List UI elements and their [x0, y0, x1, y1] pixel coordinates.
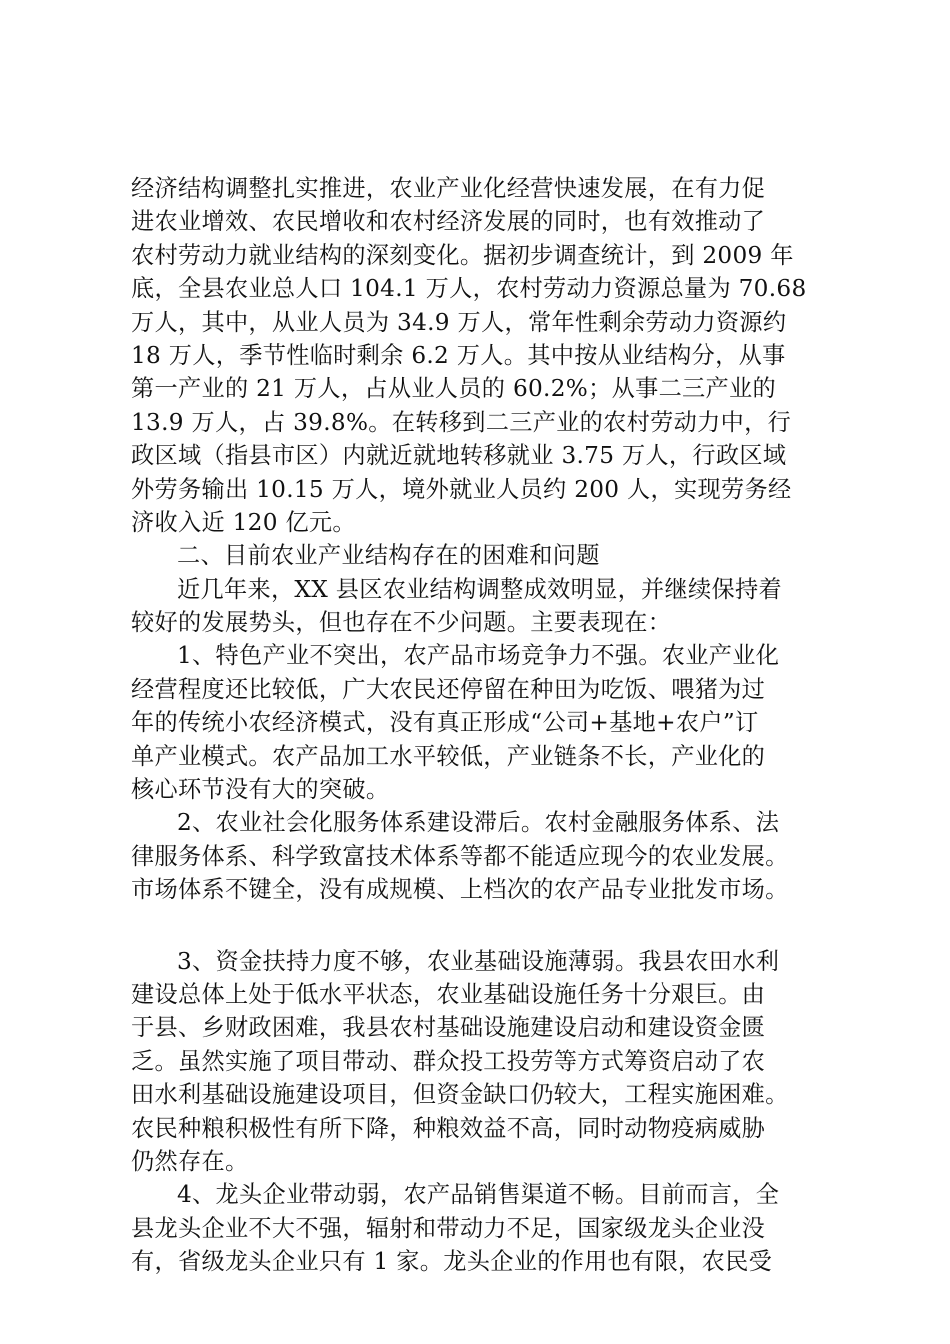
text-line: 3、资金扶持力度不够，农业基础设施薄弱。我县农田水利: [177, 947, 780, 975]
text-line: 外劳务输出 10.15 万人，境外就业人员约 200 人，实现劳务经: [131, 475, 792, 503]
text-line: 经济结构调整扎实推进，农业产业化经营快速发展，在有力促: [131, 175, 766, 202]
document-page: [131, 172, 851, 1279]
text-line: 进农业增效、农民增收和农村经济发展的同时，也有效推动了: [131, 208, 766, 236]
text-line: 近几年来，XX 县区农业结构调整成效明显，并继续保持着: [177, 575, 782, 603]
text-line: 底，全县农业总人口 104.1 万人，农村劳动力资源总量为 70.68: [131, 275, 807, 303]
text-line: 建设总体上处于低水平状态，农业基础设施任务十分艰巨。由: [131, 980, 766, 1008]
text-line: 有，省级龙头企业只有 1 家。龙头企业的作用也有限，农民受: [131, 1248, 773, 1276]
text-line: 农村劳动力就业结构的深刻变化。据初步调查统计，到 2009 年: [131, 241, 794, 269]
text-line: 田水利基础设施建设项目，但资金缺口仍较大，工程实施困难。: [131, 1081, 789, 1109]
text-line: 第一产业的 21 万人，占从业人员的 60.2%；从事二三产业的: [131, 375, 777, 403]
text-line: 二、目前农业产业结构存在的困难和问题: [177, 542, 600, 570]
text-line: 仍然存在。: [131, 1147, 249, 1175]
text-line: 13.9 万人，占 39.8%。在转移到二三产业的农村劳动力中，行: [131, 408, 792, 436]
blank-line: [131, 907, 851, 945]
text-line: 于县、乡财政困难，我县农村基础设施建设启动和建设资金匮: [131, 1014, 766, 1042]
text-line: 县龙头企业不大不强，辐射和带动力不足，国家级龙头企业没: [131, 1214, 766, 1242]
text-line: 年的传统小农经济模式，没有真正形成“公司+基地+农户”订: [131, 709, 759, 737]
text-line: 乏。虽然实施了项目带动、群众投工投劳等方式筹资启动了农: [131, 1047, 766, 1075]
text-line: 单产业模式。农产品加工水平较低，产业链条不长，产业化的: [131, 742, 766, 770]
text-line: 1、特色产业不突出，农产品市场竞争力不强。农业产业化: [177, 642, 780, 670]
text-line: 4、龙头企业带动弱，农产品销售渠道不畅。目前而言，全: [177, 1181, 780, 1209]
text-line: 较好的发展势头，但也存在不少问题。主要表现在：: [131, 609, 672, 637]
text-line: 律服务体系、科学致富技术体系等都不能适应现今的农业发展。: [131, 842, 789, 870]
text-line: 经营程度还比较低，广大农民还停留在种田为吃饭、喂猪为过: [131, 675, 766, 703]
text-line: 济收入近 120 亿元。: [131, 508, 356, 536]
text-line: 农民种粮积极性有所下降，种粮效益不高，同时动物疫病威胁: [131, 1114, 766, 1142]
text-line: 万人，其中，从业人员为 34.9 万人，常年性剩余劳动力资源约: [131, 308, 787, 336]
text-line: 核心环节没有大的突破。: [131, 776, 390, 804]
text-line: 政区域（指县市区）内就近就地转移就业 3.75 万人，行政区域: [131, 442, 787, 470]
text-line: 2、农业社会化服务体系建设滞后。农村金融服务体系、法: [177, 809, 780, 837]
text-line: 18 万人，季节性临时剩余 6.2 万人。其中按从业结构分，从事: [131, 341, 786, 369]
text-line: 市场体系不键全，没有成规模、上档次的农产品专业批发市场。: [131, 876, 789, 904]
